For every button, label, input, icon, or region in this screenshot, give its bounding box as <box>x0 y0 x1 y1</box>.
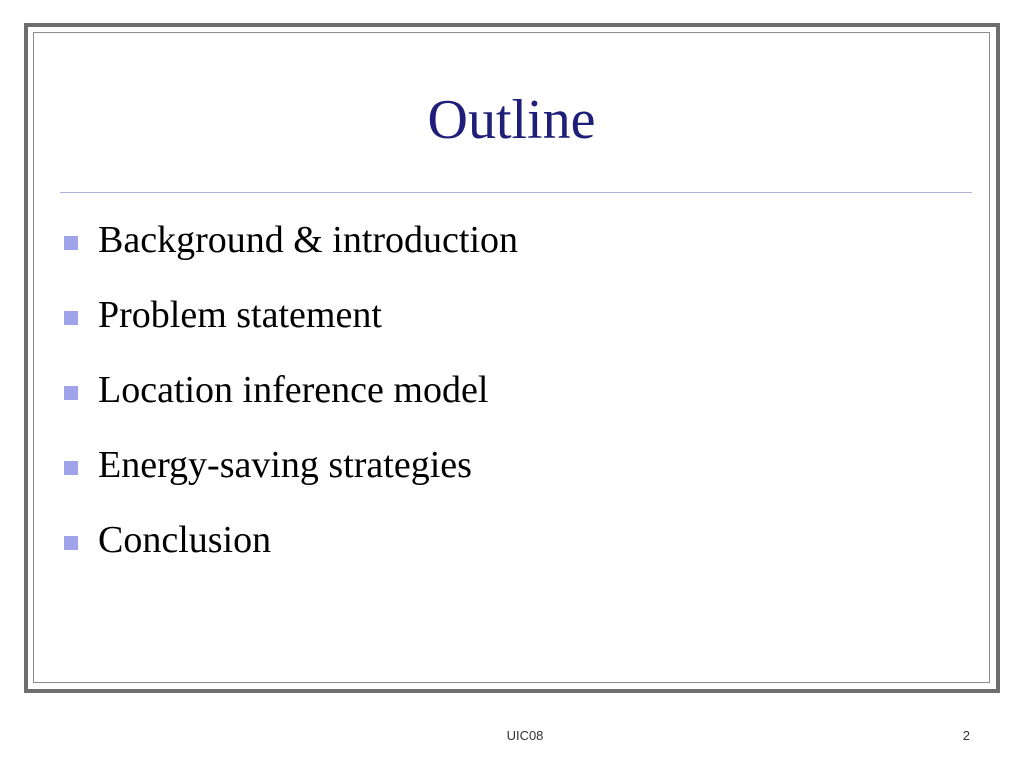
square-bullet-icon <box>64 386 78 400</box>
bullet-item <box>60 512 518 569</box>
page-number: 2 <box>962 728 970 743</box>
square-bullet-icon <box>64 236 78 250</box>
bullet-item <box>60 362 518 419</box>
square-bullet-icon <box>64 536 78 550</box>
title-divider <box>60 192 972 193</box>
bullet-list <box>60 212 518 587</box>
bullet-item <box>60 437 518 494</box>
bullet-text: Location inference model <box>98 369 489 411</box>
slide-title: Outline <box>427 89 596 151</box>
bullet-text: Background & introduction <box>98 219 519 261</box>
square-bullet-icon <box>64 311 78 325</box>
bullet-text: Conclusion <box>98 519 272 561</box>
bullet-text: Energy-saving strategies <box>98 444 472 486</box>
bullet-item <box>60 212 518 269</box>
square-bullet-icon <box>64 461 78 475</box>
bullet-item <box>60 287 518 344</box>
footer-label: UIC08 <box>506 728 544 743</box>
bullet-text: Problem statement <box>98 294 382 336</box>
